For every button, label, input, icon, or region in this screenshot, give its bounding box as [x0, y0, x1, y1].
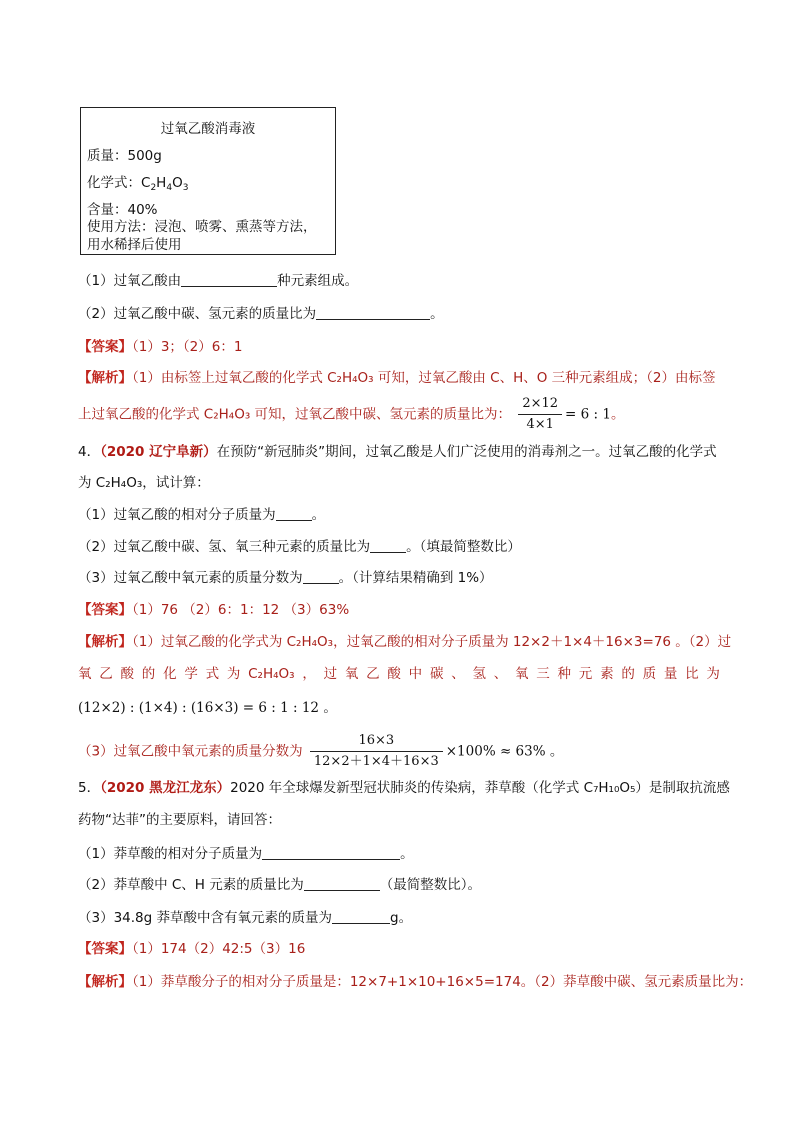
answer-blank[interactable] — [303, 569, 339, 584]
q5-stem-line2: 药物“达菲”的主要原料，请回答： — [78, 812, 281, 828]
justified-word: 酸 — [120, 666, 135, 682]
justified-word: 式 — [205, 666, 220, 682]
justified-word: 三 — [536, 666, 550, 682]
label-formula: 化学式：$C_2H_4O_3$ — [87, 175, 189, 193]
label-title: 过氧乙酸消毒液 — [160, 121, 256, 137]
q4-stem-line1: 4．（2020 辽宁阜新）在预防“新冠肺炎”期间，过氧乙酸是人们广泛使用的消毒剂之一。过氧乙酸的化学式 — [78, 444, 717, 460]
q3-answer: 【答案】（1）3；（2）6：1 — [78, 339, 243, 355]
q4-answer: 【答案】（1）76 （2）6：1：12 （3）63% — [78, 602, 350, 618]
fraction: $\frac{2\times 12}{4\times 1}$ — [518, 395, 562, 434]
q5-stem-line1: 5．（2020 黑龙江龙东）2020 年全球爆发新型冠状肺炎的传染病，莽草酸（化学式 C₇H₁₀O₅）是制取抗流感 — [78, 780, 730, 796]
justified-word: 酸 — [387, 666, 401, 682]
justified-word: 、 — [493, 666, 508, 682]
justified-word: 元 — [578, 666, 593, 682]
justified-word: 量 — [663, 666, 678, 682]
justified-word: 乙 — [366, 666, 380, 682]
answer-blank[interactable] — [332, 909, 390, 924]
justified-word: ， — [302, 666, 316, 682]
answer-blank[interactable] — [316, 305, 430, 320]
q4-stem-line2: 为 C₂H₄O₃，试计算： — [78, 475, 210, 491]
q4-part3: （3）过氧乙酸中氧元素的质量分数为 。（计算结果精确到 1%） — [78, 570, 493, 586]
justified-word: 氧 — [78, 666, 92, 682]
justified-word: 中 — [408, 666, 423, 682]
answer-blank[interactable] — [276, 506, 312, 521]
answer-blank[interactable] — [304, 876, 380, 891]
q5-part2: （2）莽草酸中 C、H 元素的质量比为 （最简整数比）。 — [78, 877, 481, 893]
label-usage-line1: 使用方法：浸泡、喷雾、熏蒸等方法， — [87, 219, 317, 235]
answer-blank[interactable] — [262, 845, 400, 860]
label-usage-line2: 用水稀择后使用 — [87, 237, 182, 253]
q5-part1: （1）莽草酸的相对分子质量为 。 — [78, 846, 414, 862]
q4-part1: （1）过氧乙酸的相对分子质量为 。 — [78, 507, 326, 523]
q3-analysis-line2: 上过氧乙酸的化学式 C₂H₄O₃ 可知，过氧乙酸中碳、氢元素的质量比为： $\frac{2\times 12}{4\times 1}$ = 6 : 1。 — [78, 396, 625, 432]
justified-word: 为 — [706, 666, 720, 682]
q3-part2: （2）过氧乙酸中碳、氢元素的质量比为 。 — [78, 306, 444, 322]
q4-analysis-line1: 【解析】（1）过氧乙酸的化学式为 C₂H₄O₃，过氧乙酸的相对分子质量为 12×2＋1×4＋16×3=76 。（2）过 — [78, 634, 732, 650]
answer-blank[interactable] — [181, 272, 277, 287]
justified-word: 的 — [621, 666, 635, 682]
q3-part1: （1）过氧乙酸由 种元素组成。 — [78, 273, 359, 289]
justified-word: 化 — [163, 666, 177, 682]
justified-word: 、 — [451, 666, 465, 682]
justified-word: 氢 — [472, 666, 486, 682]
q3-analysis-line1: 【解析】（1）由标签上过氧乙酸的化学式 C₂H₄O₃ 可知，过氧乙酸由 C、H、O 三种元素组成；（2）由标签 — [78, 370, 716, 386]
justified-word: 学 — [184, 666, 198, 682]
q4-analysis-line3: (12×2) : (1×4) : (16×3) = 6 : 1 : 12 。 — [78, 700, 337, 716]
product-label-box — [80, 107, 336, 255]
q4-part2: （2）过氧乙酸中碳、氢、氧三种元素的质量比为 。（填最简整数比） — [78, 539, 521, 555]
fraction: $\frac{16\times 3}{12\times 2+1\times 4+16\times 3}$ — [310, 732, 443, 771]
answer-blank[interactable] — [370, 538, 406, 553]
label-mass: 质量：500g — [87, 148, 162, 164]
justified-word: 碳 — [429, 666, 444, 682]
justified-word: 氧 — [344, 666, 359, 682]
justified-word: C₂H₄O₃ — [248, 666, 295, 682]
justified-word: 过 — [323, 666, 338, 682]
q4-analysis-line4: （3）过氧乙酸中氧元素的质量分数为 $\frac{16\times 3}{12\times 2+1\times 4+16\times 3}$ ×100% ≈ 63% 。 — [78, 733, 564, 769]
justified-word: 比 — [685, 666, 699, 682]
q5-answer: 【答案】（1）174（2）42:5（3）16 — [78, 941, 306, 957]
justified-word: 种 — [557, 666, 572, 682]
q4-analysis-line2 — [78, 665, 720, 683]
label-content: 含量：40% — [87, 202, 158, 218]
justified-word: 的 — [141, 666, 156, 682]
justified-word: 质 — [642, 666, 657, 682]
justified-word: 乙 — [99, 666, 113, 682]
justified-word: 素 — [600, 666, 614, 682]
q5-analysis-line1: 【解析】（1）莽草酸分子的相对分子质量是：12×7+1×10+16×5=174。（2）莽草酸中碳、氢元素质量比为： — [78, 974, 753, 990]
q5-part3: （3）34.8g 莽草酸中含有氧元素的质量为 g。 — [78, 910, 413, 926]
justified-word: 氧 — [515, 666, 529, 682]
justified-word: 为 — [226, 666, 241, 682]
